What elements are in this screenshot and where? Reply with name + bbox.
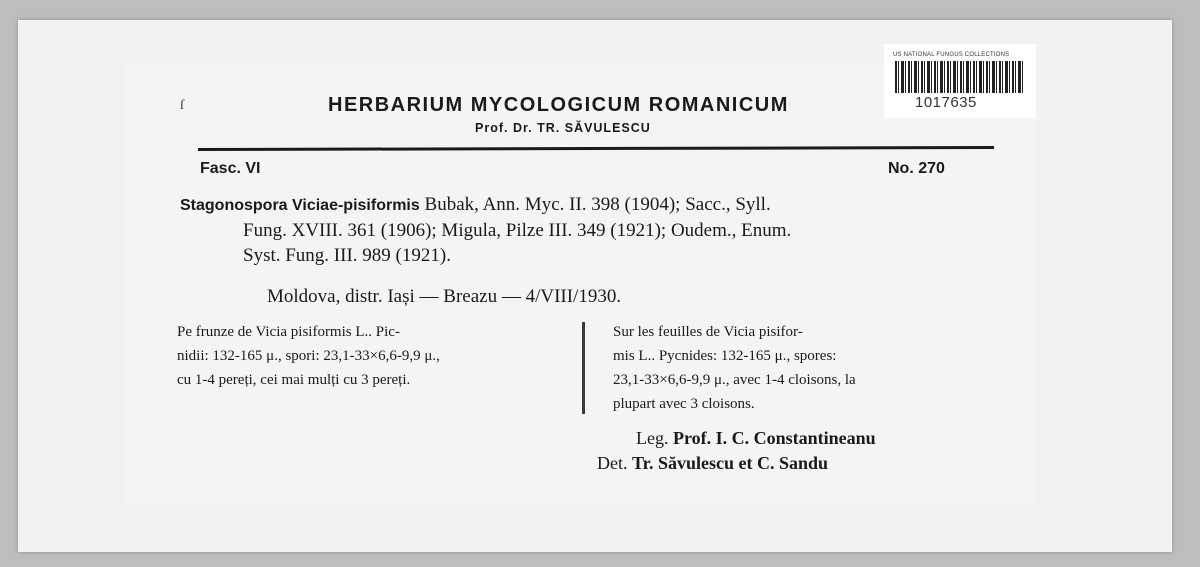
fascicle-label: Fasc. VI <box>200 160 261 177</box>
description-fr-line: mis L.. Pycnides: 132-165 μ., spores: <box>613 348 837 364</box>
citation-text-3: Syst. Fung. III. 989 (1921). <box>243 245 451 266</box>
collector-name: Prof. I. C. Constantineanu <box>672 428 876 448</box>
description-fr-line: 23,1-33×6,6-9,9 μ., avec 1-4 cloisons, la <box>613 372 856 388</box>
description-ro-line: cu 1-4 pereți, cei mai mulți cu 3 pereți. <box>177 372 411 388</box>
determinavit-line <box>597 453 828 474</box>
description-ro-line: nidii: 132-165 μ., spori: 23,1-33×6,6-9,9 μ., <box>177 348 440 364</box>
determiner-name: Tr. Săvulescu et C. Sandu <box>632 453 829 473</box>
description-fr-line: plupart avec 3 cloisons. <box>613 396 755 412</box>
species-name: Stagonospora Viciae-pisiformis <box>180 197 420 214</box>
specimen-number: No. 270 <box>888 160 945 177</box>
locality: Moldova, distr. Iași — Breazu — 4/VIII/1930. <box>267 286 622 307</box>
description-ro-line: Pe frunze de Vicia pisiformis L.. Pic- <box>177 324 400 340</box>
corner-mark: ſ <box>180 98 184 113</box>
herbarium-subtitle: Prof. Dr. TR. SĂVULESCU <box>475 121 651 135</box>
species-citation-line-1 <box>180 194 771 216</box>
column-divider <box>582 322 585 414</box>
citation-text-1: Bubak, Ann. Myc. II. 398 (1904); Sacc., Syll. <box>419 194 771 215</box>
barcode-institution: US NATIONAL FUNGUS COLLECTIONS <box>893 52 1010 58</box>
legit-line <box>636 428 876 449</box>
citation-text-2: Fung. XVIII. 361 (1906); Migula, Pilze III. 349 (1921); Oudem., Enum. <box>243 220 792 241</box>
description-fr-line: Sur les feuilles de Vicia pisifor- <box>613 324 803 340</box>
herbarium-title: HERBARIUM MYCOLOGICUM ROMANICUM <box>328 94 789 116</box>
leg-label: Leg. <box>636 428 669 448</box>
barcode-icon <box>895 61 1025 93</box>
barcode-number: 1017635 <box>915 94 977 111</box>
det-label: Det. <box>597 453 628 473</box>
